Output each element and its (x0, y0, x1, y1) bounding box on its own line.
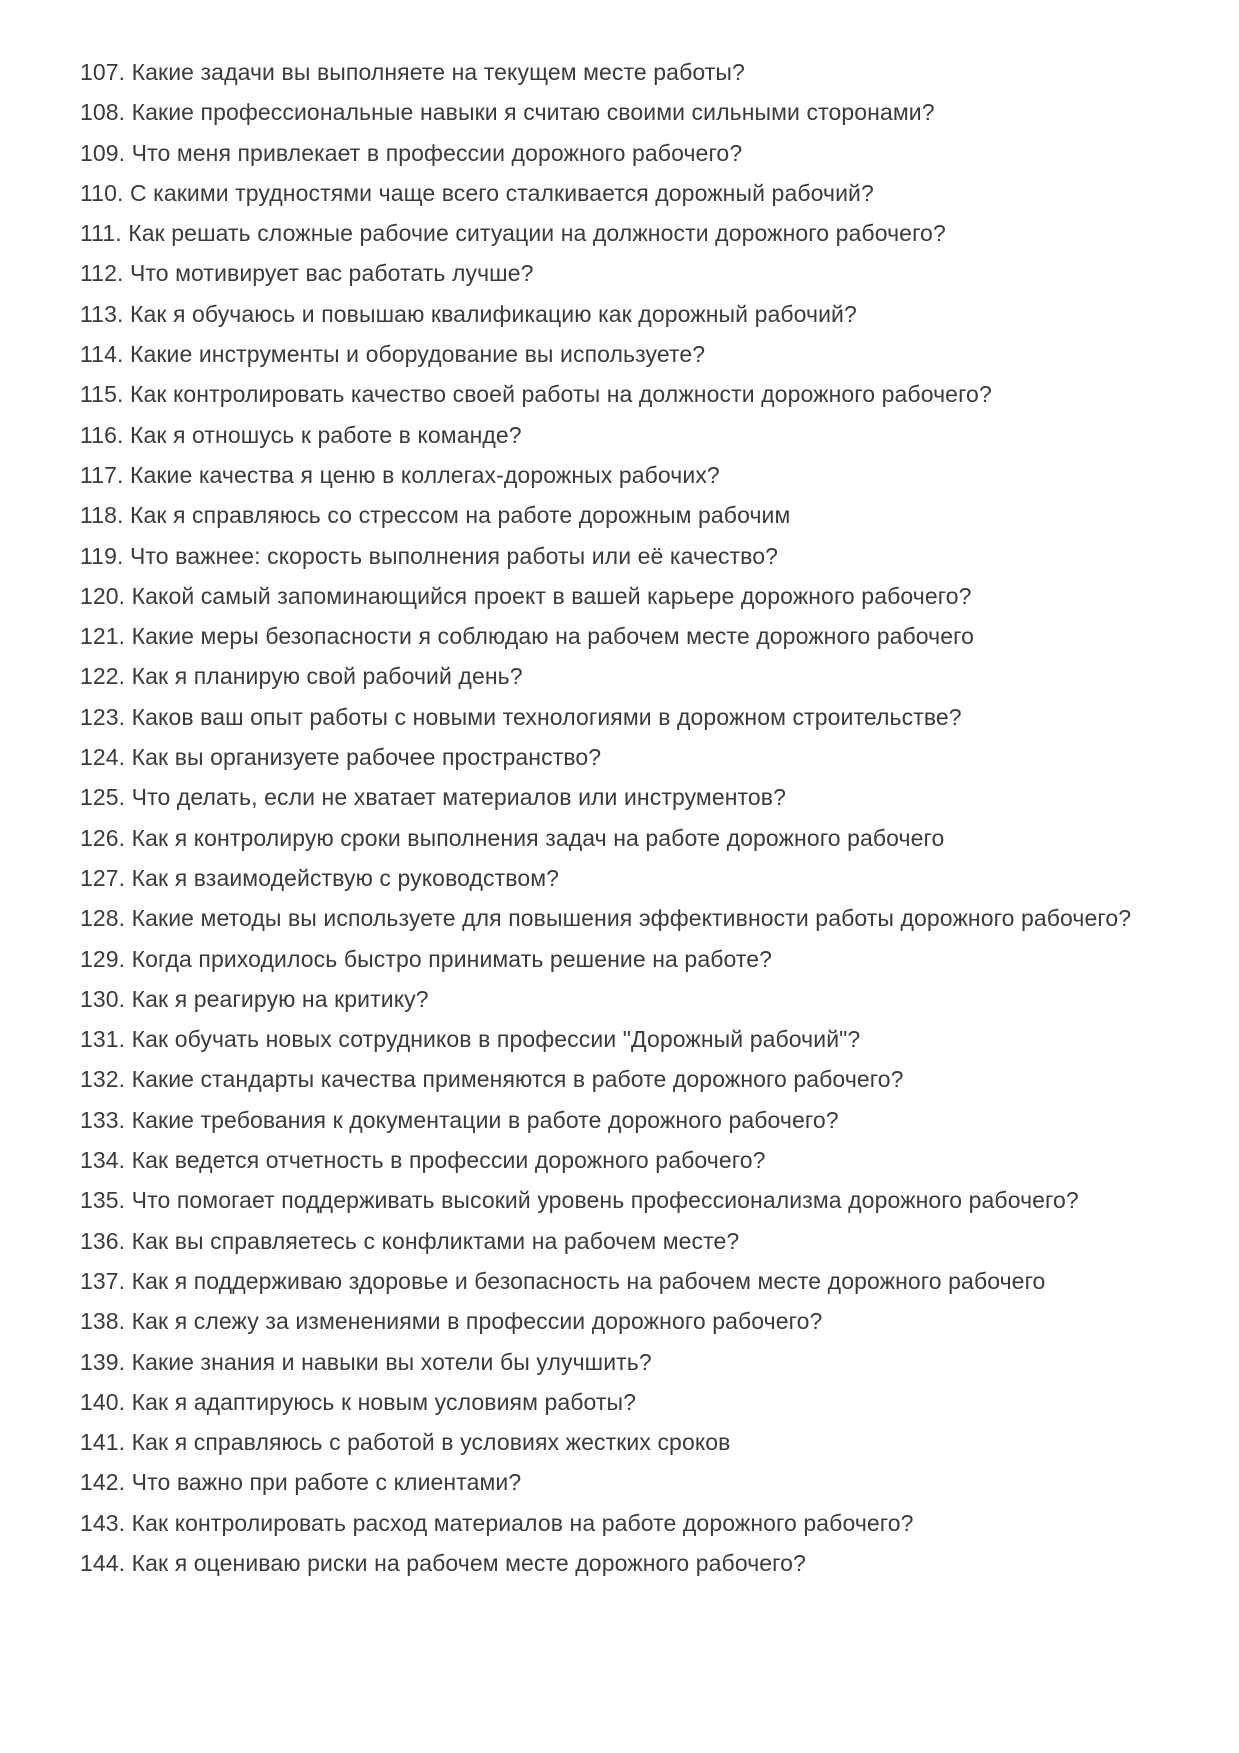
question-item: 143. Как контролировать расход материалов на работе дорожного рабочего? (80, 1509, 914, 1536)
question-list (80, 52, 1161, 1583)
question-item: 131. Как обучать новых сотрудников в профессии "Дорожный рабочий"? (80, 1026, 861, 1053)
question-item: 141. Как я справляюсь с работой в условиях жестких сроков (80, 1429, 731, 1456)
question-item: 139. Какие знания и навыки вы хотели бы улучшить? (80, 1348, 652, 1375)
question-item: 111. Как решать сложные рабочие ситуации на должности дорожного рабочего? (80, 220, 946, 247)
question-item: 134. Как ведется отчетность в профессии дорожного рабочего? (80, 1147, 766, 1174)
question-item: 127. Как я взаимодействую с руководством? (80, 864, 560, 891)
question-item: 133. Какие требования к документации в работе дорожного рабочего? (80, 1106, 839, 1133)
question-item: 117. Какие качества я ценю в коллегах-дорожных рабочих? (80, 461, 720, 488)
question-item: 144. Как я оцениваю риски на рабочем месте дорожного рабочего? (80, 1549, 806, 1576)
question-item: 113. Как я обучаюсь и повышаю квалификацию как дорожный рабочий? (80, 300, 857, 327)
question-item: 142. Что важно при работе с клиентами? (80, 1469, 522, 1496)
question-item: 123. Каков ваш опыт работы с новыми технологиями в дорожном строительстве? (80, 703, 962, 730)
question-item: 135. Что помогает поддерживать высокий уровень профессионализма дорожного рабочего? (80, 1187, 1079, 1214)
question-item: 126. Как я контролирую сроки выполнения задач на работе дорожного рабочего (80, 824, 945, 851)
question-item: 119. Что важнее: скорость выполнения работы или её качество? (80, 542, 779, 569)
question-item: 122. Как я планирую свой рабочий день? (80, 663, 523, 690)
question-item: 115. Как контролировать качество своей работы на должности дорожного рабочего? (80, 381, 992, 408)
question-item: 121. Какие меры безопасности я соблюдаю на рабочем месте дорожного рабочего (80, 623, 975, 650)
question-item: 109. Что меня привлекает в профессии дорожного рабочего? (80, 139, 743, 166)
question-item: 130. Как я реагирую на критику? (80, 985, 429, 1012)
question-item: 128. Какие методы вы используете для повышения эффективности работы дорожного рабочего? (80, 905, 1132, 932)
question-item: 129. Когда приходилось быстро принимать решение на работе? (80, 945, 773, 972)
question-item: 118. Как я справляюсь со стрессом на работе дорожным рабочим (80, 502, 791, 529)
question-item: 140. Как я адаптируюсь к новым условиям работы? (80, 1388, 637, 1415)
question-item: 125. Что делать, если не хватает материалов или инструментов? (80, 784, 787, 811)
question-item: 114. Какие инструменты и оборудование вы используете? (80, 341, 706, 368)
question-item: 110. С какими трудностями чаще всего сталкивается дорожный рабочий? (80, 179, 874, 206)
question-item: 124. Как вы организуете рабочее пространство? (80, 744, 602, 771)
question-item: 107. Какие задачи вы выполняете на текущем месте работы? (80, 59, 745, 85)
question-item: 136. Как вы справляетесь с конфликтами на рабочем месте? (80, 1227, 740, 1254)
question-item: 137. Как я поддерживаю здоровье и безопасность на рабочем месте дорожного рабочего (80, 1267, 1046, 1294)
question-item: 138. Как я слежу за изменениями в профессии дорожного рабочего? (80, 1308, 823, 1335)
question-item: 132. Какие стандарты качества применяются в работе дорожного рабочего? (80, 1066, 904, 1093)
question-item: 120. Какой самый запоминающийся проект в вашей карьере дорожного рабочего? (80, 582, 972, 609)
question-item: 108. Какие профессиональные навыки я считаю своими сильными сторонами? (80, 99, 935, 126)
question-item: 116. Как я отношусь к работе в команде? (80, 421, 522, 448)
question-item: 112. Что мотивирует вас работать лучше? (80, 260, 534, 287)
